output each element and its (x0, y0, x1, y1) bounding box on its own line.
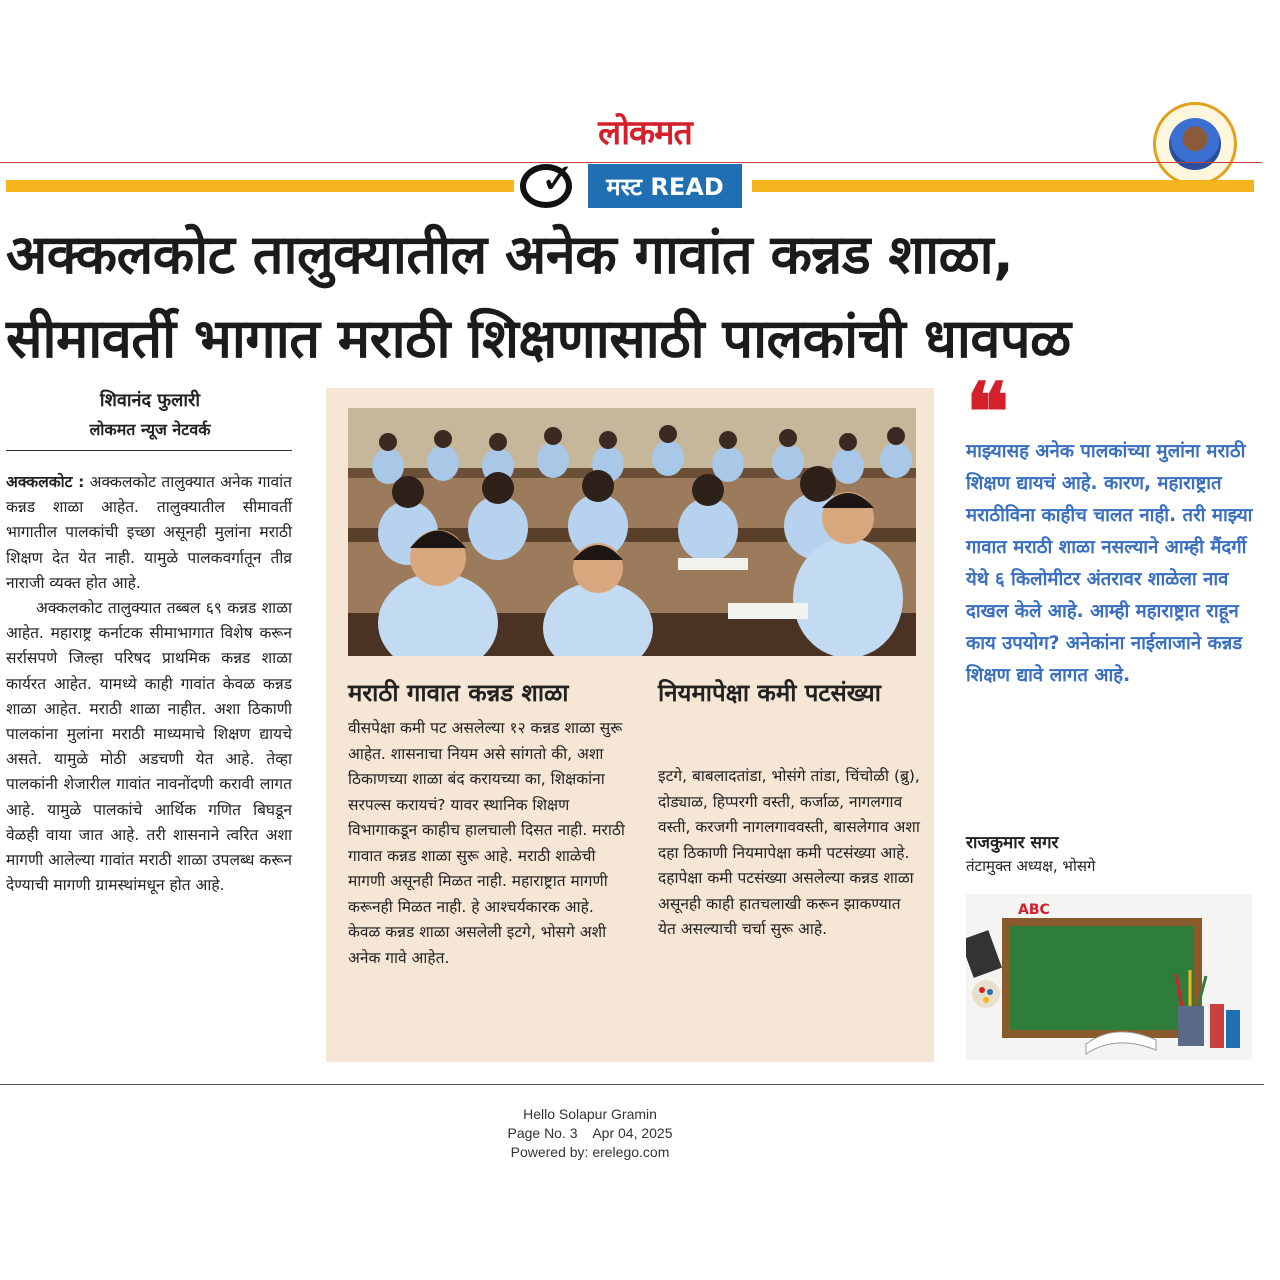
main-article-body (6, 470, 292, 898)
quote-author: राजकुमार सगर (966, 833, 1059, 853)
section-band-left (6, 180, 514, 192)
subsection-heading-2: नियमापेक्षा कमी पटसंख्या (658, 679, 881, 707)
chalkboard-abc-icon (966, 894, 1252, 1060)
subsection-heading-1: मराठी गावात कन्नड शाळा (348, 679, 569, 707)
byline-organization: लोकमत न्यूज नेटवर्क (89, 420, 211, 439)
check-icon: ✓ (540, 154, 576, 203)
footer-rule (0, 1084, 1264, 1085)
classroom-photo-icon (348, 408, 916, 656)
masthead-rule (0, 162, 1262, 163)
footer-page-date: Page No. 3 Apr 04, 2025 (507, 1125, 673, 1141)
dateline: अक्कलकोट : (6, 473, 85, 491)
quote-mark-icon: ❝ (966, 365, 1010, 459)
headline-line-1: अक्कलकोट तालुक्यातील अनेक गावांत कन्नड शाळा, (6, 223, 1014, 286)
section-band-right (752, 180, 1254, 192)
subsection-text-2: इटगे, बाबलादतांडा, भोसंगे तांडा, चिंचोळी (ब्रु), दोड्याळ, हिप्परगी वस्ती, कर्जाळ, नागलगाव वस्ती, करजगी नागलगाववस्ती, बासलेगाव अशा दहा ठिकाणी नियमापेक्षा कमी पटसंख्या आहे. दहापेक्षा कमी पटसंख्या असलेल्या कन्नड शाळा असूनही काही हातचलाखी करून झाकण्यात येत असल्याची चर्चा सुरू आहे. (658, 767, 920, 938)
must-read-badge: मस्ट READ (588, 164, 742, 208)
article-paragraph-1 (6, 470, 292, 596)
article-paragraph-2: अक्कलकोट तालुक्यात तब्बल ६९ कन्नड शाळा आहेत. महाराष्ट्र कर्नाटक सीमाभागात विशेष करून सर्रासपणे जिल्हा परिषद प्राथमिक कन्नड शाळा कार्यरत आहेत. यामध्ये काही गावांत केवळ कन्नड शाळा आहेत. मराठी शाळा नाहीत. अशा ठिकाणी पालकांना मुलांना मराठी माध्यमाचे शिक्षण द्यायचे असते. यामुळे मोठी अडचणी येत आहे. तेव्हा पालकांनी शेजारील गावांत नावनोंदणी करावी लागत आहे. यामुळे पालकांचे आर्थिक गणित बिघडून वेळही वाया जात आहे. तरी शासनाने त्वरित अशा मागणी आलेल्या गावांत मराठी शाळा उपलब्ध करून देण्याची मागणी ग्रामस्थांमधून होत आहे. (6, 599, 292, 895)
pull-quote-text: माझ्यासह अनेक पालकांच्या मुलांना मराठी शिक्षण द्यायचं आहे. कारण, महाराष्ट्रात मराठीविना काहीच चालत नाही. तरी माझ्या गावात मराठी शाळा नसल्याने आम्ही मैंदर्गी येथे ६ किलोमीटर अंतरावर शाळेला नाव दाखल केले आहे. आम्ही महाराष्ट्रात राहून काय उपयोग? अनेकांना नाईलाजाने कन्नड शिक्षण द्यावे लागत आहे. (966, 441, 1253, 686)
newspaper-logo: लोकमत (598, 113, 692, 153)
footer-powered-by: Powered by: erelego.com (510, 1144, 670, 1160)
headline-line-2: सीमावर्ती भागात मराठी शिक्षणासाठी पालकांची धावपळ (6, 307, 1071, 370)
byline-divider (6, 450, 292, 451)
portrait-seal-icon (1153, 102, 1237, 186)
quote-author-role: तंटामुक्त अध्यक्ष, भोसगे (966, 857, 1096, 875)
footer-edition: Hello Solapur Gramin (523, 1106, 657, 1122)
byline-author: शिवानंद फुलारी (99, 390, 201, 411)
subsection-text-1: वीसपेक्षा कमी पट असलेल्या १२ कन्नड शाळा सुरू आहेत. शासनाचा नियम असे सांगतो की, अशा ठिकाणच्या शाळा बंद करायच्या का, शिक्षकांना सरपल्स करायचं? यावर स्थानिक शिक्षण विभागाकडून काहीच हालचाली दिसत नाही. मराठी गावात कन्नड शाळा सुरू आहे. मराठी शाळेची मागणी असूनही मिळत नाही. महाराष्ट्रात मागणी करूनही मिळत नाही. हे आश्चर्यकारक आहे. केवळ कन्नड शाळा असलेली इटगे, भोसगे अशी अनेक गावे आहेत. (348, 719, 625, 967)
chalk-abc-label: ABC (1018, 902, 1050, 918)
article-paragraph-1-text: अक्कलकोट तालुक्यात अनेक गावांत कन्नड शाळा आहेत. तालुक्यातील सीमावर्ती भागातील पालकांची इच्छा असूनही मुलांना मराठी शिक्षण देत येत नाही. यामुळे पालकवर्गातून तीव्र नाराजी व्यक्त होत आहे. (6, 473, 292, 592)
